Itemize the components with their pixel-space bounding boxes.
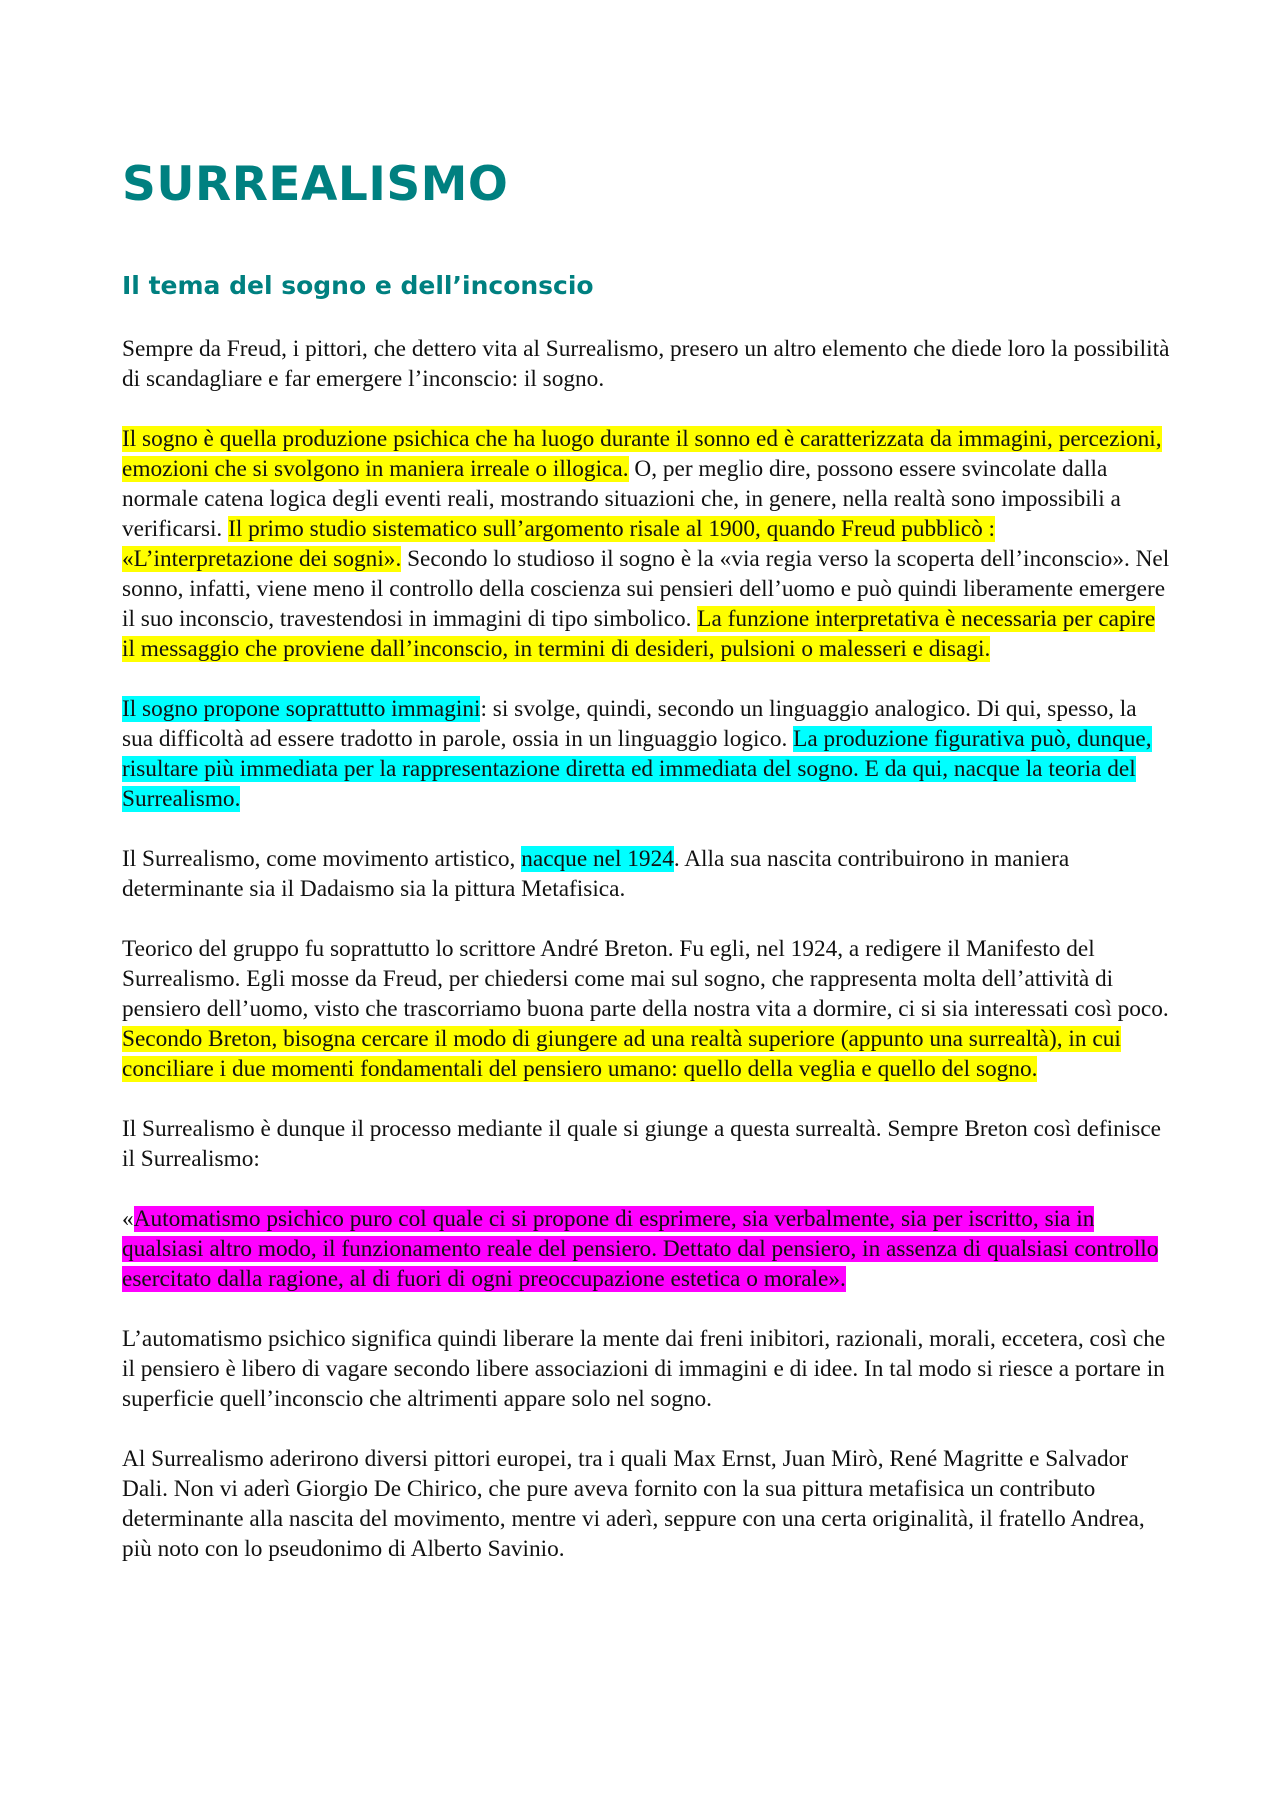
paragraph-intro xyxy=(122,334,1172,394)
highlighted-text: nacque nel 1924 xyxy=(521,846,674,872)
paragraph-text: O, per meglio dire, possono essere svincolate dalla normale catena logica degli eventi reali, mostrando situazioni che, in genere, nella realtà sono impossibili a verificarsi. xyxy=(122,456,1121,542)
highlighted-text: La produzione figurativa può, dunque, risultare più immediata per la rappresentazione diretta ed immediata del sogno. E da qui, nacque la teoria del Surrealismo. xyxy=(122,726,1152,812)
paragraph-process xyxy=(122,1114,1172,1174)
section-heading: Il tema del sogno e dell’inconscio xyxy=(122,271,594,300)
paragraph-automatism xyxy=(122,1324,1172,1414)
paragraph-quote xyxy=(122,1204,1172,1294)
paragraph-text: Sempre da Freud, i pittori, che dettero vita al Surrealismo, presero un altro elemento che diede loro la possibilità di scandagliare e far emergere l’inconscio: il sogno. xyxy=(122,336,1170,392)
paragraph-breton xyxy=(122,934,1172,1084)
paragraph-text: . Alla sua nascita contribuirono in maniera determinante sia il Dadaismo sia la pittura Metafisica. xyxy=(122,846,1070,902)
paragraph-text: Al Surrealismo aderirono diversi pittori europei, tra i quali Max Ernst, Juan Mirò, René Magritte e Salvador Dali. Non vi aderì Giorgio De Chirico, che pure aveva fornito con la sua pittura metafisica un contributo determinante alla nascita del movimento, mentre vi aderì, seppure con una certa originalità, il fratello Andrea, più noto con lo pseudonimo di Alberto Savinio. xyxy=(122,1446,1145,1562)
paragraph-painters xyxy=(122,1444,1172,1564)
paragraph-dream-images xyxy=(122,694,1172,814)
document-page xyxy=(122,150,1172,1564)
highlighted-text: La funzione interpretativa è necessaria per capire il messaggio che proviene dall’inconscio, in termini di desideri, pulsioni o malesseri e disagi. xyxy=(122,606,1156,662)
paragraph-movement-birth xyxy=(122,844,1172,904)
paragraph-text: Il Surrealismo è dunque il processo mediante il quale si giunge a questa surrealtà. Sempre Breton così definisce il Surrealismo: xyxy=(122,1116,1161,1172)
paragraph-text: L’automatismo psichico significa quindi liberare la mente dai freni inibitori, razionali, morali, eccetera, così che il pensiero è libero di vagare secondo libere associazioni di immagini e di idee. In tal modo si riesce a portare in superficie quell’inconscio che altrimenti appare solo nel sogno. xyxy=(122,1326,1166,1412)
highlighted-text: Il primo studio sistematico sull’argomento risale al 1900, quando Freud pubblicò : «L’interpretazione dei sogni». xyxy=(122,516,996,572)
paragraph-text: Teorico del gruppo fu soprattutto lo scrittore André Breton. Fu egli, nel 1924, a redigere il Manifesto del Surrealismo. Egli mosse da Freud, per chiedersi come mai sul sogno, che rappresenta molta dell’attività di pensiero dell’uomo, visto che trascorriamo buona parte della nostra vita a dormire, ci si sia interessati così poco. xyxy=(122,936,1169,1022)
paragraph-text: « xyxy=(122,1206,134,1232)
paragraph-text: : si svolge, quindi, secondo un linguaggio analogico. Di qui, spesso, la sua difficoltà ad essere tradotto in parole, ossia in un linguaggio logico. xyxy=(122,696,1137,752)
paragraph-text: Secondo lo studioso il sogno è la «via regia verso la scoperta dell’inconscio». Nel sonno, infatti, viene meno il controllo della coscienza sui pensieri dell’uomo e può quindi liberamente emergere il suo inconscio, travestendosi in immagini di tipo simbolico. xyxy=(122,546,1170,632)
paragraph-dream-definition xyxy=(122,424,1172,664)
paragraph-text: Il Surrealismo, come movimento artistico, xyxy=(122,846,522,872)
highlighted-quote: Automatismo psichico puro col quale ci si propone di esprimere, sia verbalmente, sia per iscritto, sia in qualsiasi altro modo, il funzionamento reale del pensiero. Dettato dal pensiero, in assenza di qualsiasi controllo esercitato dalla ragione, al di fuori di ogni preoccupazione estetica o morale». xyxy=(122,1206,1159,1292)
document-title: SURREALISMO xyxy=(122,157,509,212)
highlighted-text: Il sogno è quella produzione psichica che ha luogo durante il sonno ed è caratterizzata da immagini, percezioni, emozioni che si svolgono in maniera irreale o illogica. xyxy=(122,426,1162,482)
highlighted-text: Secondo Breton, bisogna cercare il modo di giungere ad una realtà superiore (appunto una surrealtà), in cui conciliare i due momenti fondamentali del pensiero umano: quello della veglia e quello del sogno. xyxy=(122,1026,1121,1082)
highlighted-text: Il sogno propone soprattutto immagini xyxy=(122,696,481,722)
